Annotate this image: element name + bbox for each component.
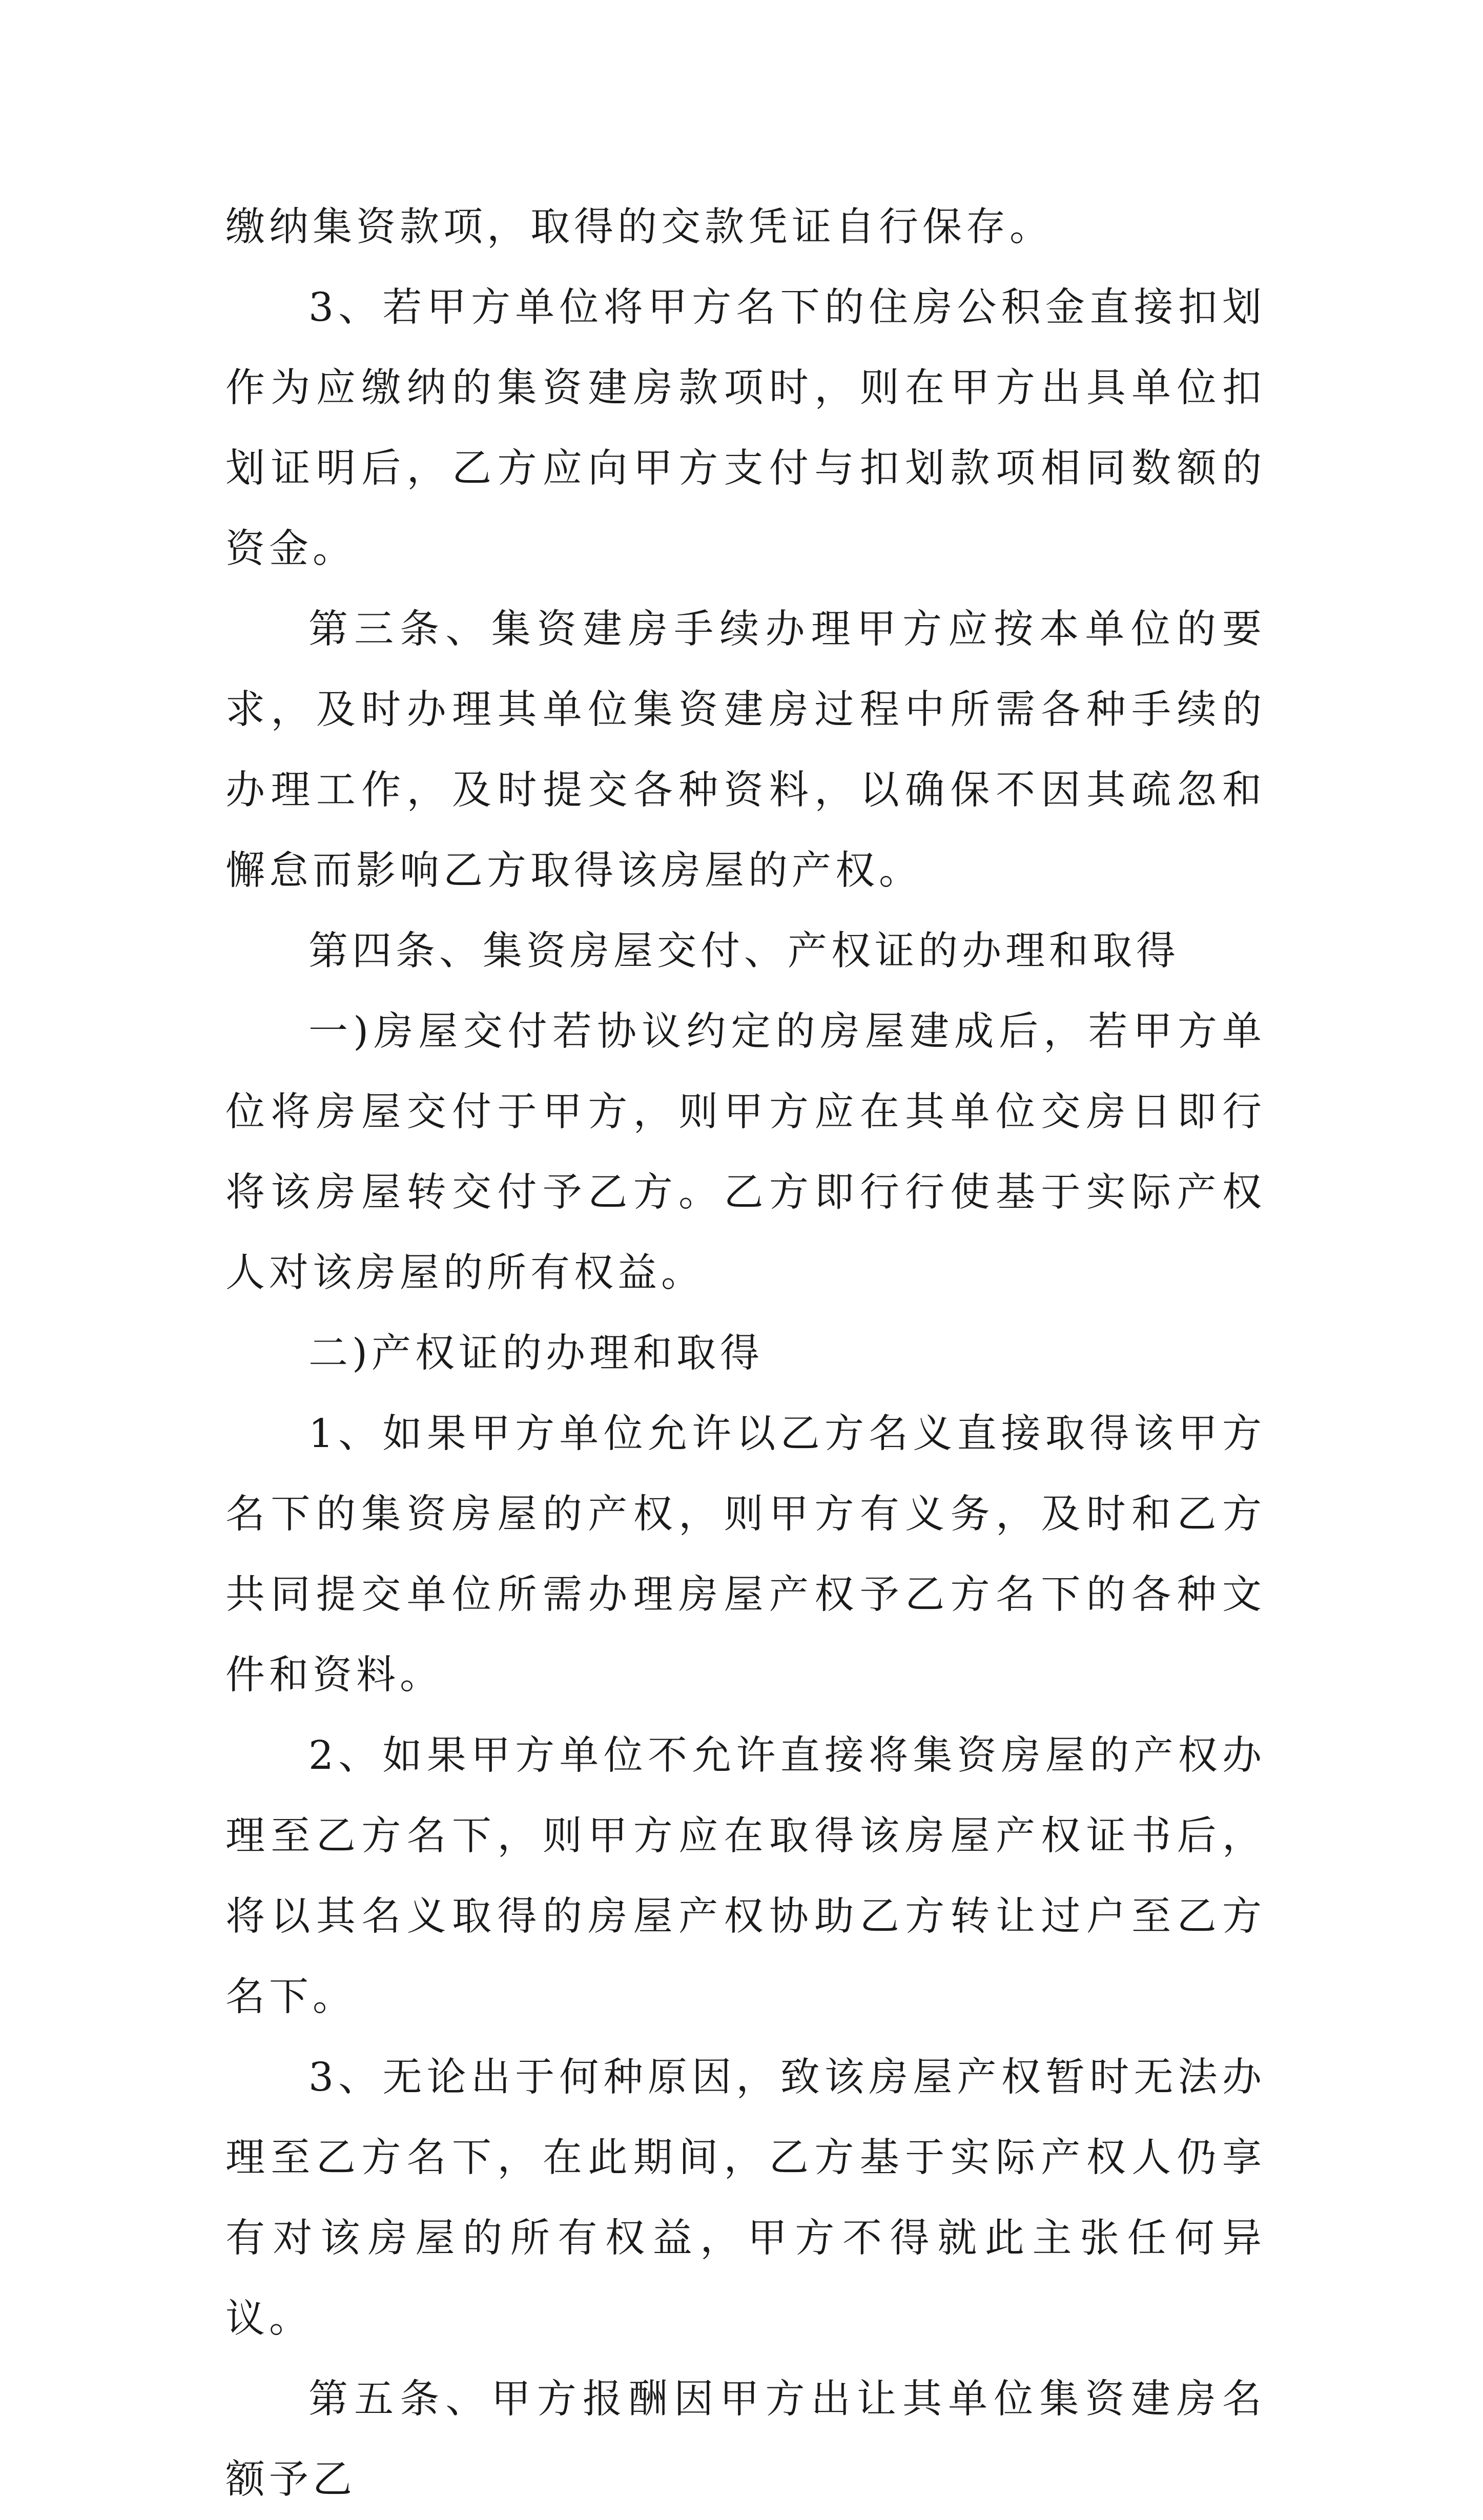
paragraph-3: 第三条、集资建房手续办理甲方应按本单位的要求，及时办理其单位集资建房过程中所需各种手续的办理工作，及时提交各种资料，以确保不因其疏忽和懈怠而影响乙方取得该房屋的产权。 [225, 607, 1266, 894]
paragraph-2: 3、若甲方单位将甲方名下的住房公积金直接扣划作为应缴纳的集资建房款项时，则在甲方出具单位扣划证明后，乙方应向甲方支付与扣划款项相同数额的资金。 [225, 285, 1266, 572]
paragraph-10: 第五条、甲方报酬因甲方出让其单位集资建房名额予乙 [225, 2377, 1266, 2503]
paragraph-7: 1、如果甲方单位允许以乙方名义直接取得该甲方名下的集资房屋的产权，则甲方有义务，及时和乙方共同提交单位所需办理房屋产权予乙方名下的各种文件和资料。 [225, 1411, 1266, 1698]
paragraph-5: 一)房屋交付若协议约定的房屋建成后，若甲方单位将房屋交付于甲方，则甲方应在其单位交房日即行将该房屋转交付予乙方。乙方即行行使基于实际产权人对该房屋的所有权益。 [225, 1009, 1266, 1296]
paragraph-8: 2、如果甲方单位不允许直接将集资房屋的产权办理至乙方名下，则甲方应在取得该房屋产权证书后，将以其名义取得的房屋产权协助乙方转让过户至乙方名下。 [225, 1733, 1266, 2020]
paragraph-9: 3、无论出于何种原因，致该房屋产权暂时无法办理至乙方名下，在此期间，乙方基于实际产权人仍享有对该房屋的所有权益，甲方不得就此主张任何异议。 [225, 2055, 1266, 2342]
section-heading-4: 第四条、集资房屋交付、产权证的办理和取得 [308, 928, 1180, 974]
paragraph-1: 缴纳集资款项，取得的交款凭证自行保存。 [225, 204, 1053, 250]
subheading-6: 二)产权证的办理和取得 [308, 1331, 764, 1376]
document-body [225, 187, 1266, 2520]
